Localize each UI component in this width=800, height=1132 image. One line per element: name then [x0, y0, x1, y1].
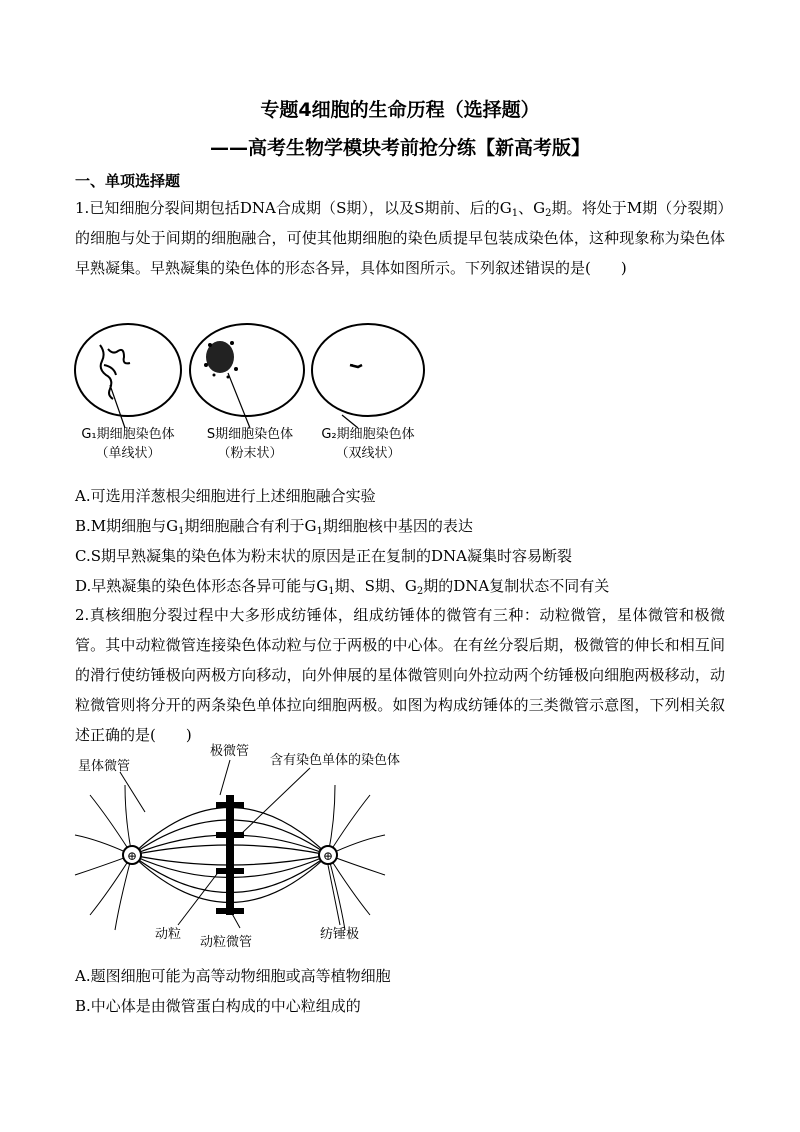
metaphase-chromosomes — [216, 795, 244, 915]
label-g1-sub: （单线状） — [95, 446, 161, 461]
label-g2: G₂期细胞染色体 — [321, 427, 415, 442]
label-g2-sub: （双线状） — [335, 446, 401, 461]
label-astral: 星体微管 — [78, 759, 131, 774]
g1-chromosome — [100, 345, 130, 399]
cell-g2 — [312, 324, 424, 416]
spindle-figure — [70, 740, 440, 950]
q2-option-b: B.中心体是由微管蛋白构成的中心粒组成的 — [75, 997, 361, 1015]
label-kinetochore: 动粒 — [155, 927, 182, 942]
page-subtitle: ——高考生物学模块考前抢分练【新高考版】 — [209, 137, 590, 159]
question-2-stem: 2.真核细胞分裂过程中大多形成纺锤体，组成纺锤体的微管有三种：动粒微管，星体微管和极微管。其中动粒微管连接染色体动粒与位于两极的中心体。在有丝分裂后期，极微管的伸长和相互间的滑行使纺锤极向两极方向移动，向外伸展的星体微管则向外拉动两个纺锤极向细胞两极移动，动粒微管则将分开的两条染色单体拉向细胞两极。如图为构成纺锤体的三类微管示意图，下列相关叙述正确的是( ) — [75, 606, 725, 744]
q2-option-a: A.题图细胞可能为高等动物细胞或高等植物细胞 — [75, 967, 391, 985]
label-polar: 极微管 — [210, 744, 250, 759]
page-title: 专题4细胞的生命历程（选择题） — [260, 99, 540, 121]
svg-text:⊕: ⊕ — [126, 849, 138, 863]
q1-option-d: D.早熟凝集的染色体形态各异可能与$G_1$期、S期、$G_2$期的DNA复制状态不同有关 — [75, 577, 610, 597]
label-s-sub: （粉末状） — [217, 446, 283, 461]
section-heading: 一、单项选择题 — [75, 172, 181, 190]
label-s: S期细胞染色体 — [206, 427, 294, 442]
label-kinetochore-mt: 动粒微管 — [200, 935, 253, 950]
question-1-stem: 1.已知细胞分裂间期包括DNA合成期（S期），以及S期前、后的$G_1$、$G_2$期。将处于M期（分裂期）的细胞与处于间期的细胞融合，可使其他期细胞的染色质提早包装成染色体，这种现象称为染色体早熟凝集。早熟凝集的染色体的形态各异，具体如图所示。下列叙述错误的是( ) — [75, 199, 725, 277]
cell-s — [190, 324, 304, 416]
q1-option-c: C.S期早熟凝集的染色体为粉末状的原因是正在复制的DNA凝集时容易断裂 — [75, 547, 572, 565]
q1-option-b: B.M期细胞与$G_1$期细胞融合有利于$G_1$期细胞核中基因的表达 — [75, 517, 473, 537]
svg-text:⊕: ⊕ — [322, 849, 334, 863]
s-chromosome-powder — [204, 341, 238, 379]
cell-g1 — [75, 324, 181, 416]
label-spindle-pole: 纺锤极 — [320, 927, 360, 942]
q1-option-a: A.可选用洋葱根尖细胞进行上述细胞融合实验 — [75, 487, 376, 505]
label-g1: G₁期细胞染色体 — [81, 427, 175, 442]
label-chromosome: 含有染色单体的染色体 — [270, 753, 401, 768]
chromosome-figure — [70, 315, 430, 465]
